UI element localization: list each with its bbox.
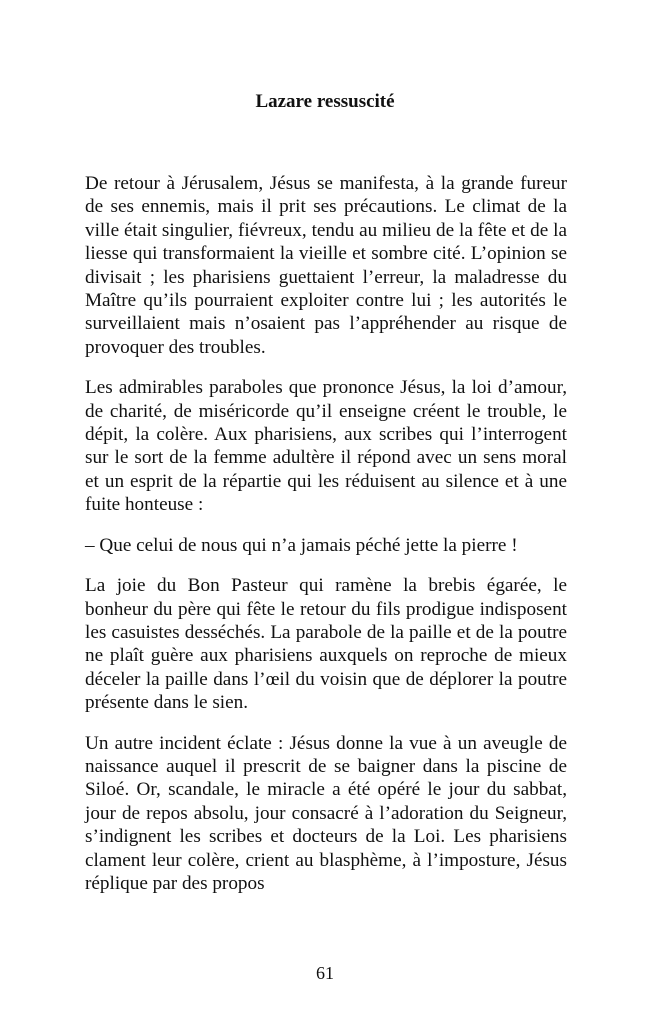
dialogue-line: – Que celui de nous qui n’a jamais péché jette la pierre !: [85, 534, 518, 556]
chapter-title: Lazare ressuscité: [255, 91, 395, 112]
paragraph-4: Un autre incident éclate : Jésus donne la vue à un aveugle de naissance auquel il prescrit de se baigner dans la piscine de Siloé. Or, scandale, le miracle a été opéré le jour du sabbat, jour de repos absolu, jour consacré à l’adoration du Seigneur, s’indignent les scribes et docteurs de la Loi. Les pharisiens clament leur colère, crient au blasphème, à l’imposture, Jésus réplique par des propos: [85, 732, 567, 894]
body-text: [85, 172, 567, 912]
paragraph-2: Les admirables paraboles que prononce Jésus, la loi d’amour, de charité, de miséricorde qu’il enseigne créent le trouble, le dépit, la colère. Aux pharisiens, aux scribes qui l’interrogent sur le sort de la femme adultère il répond avec un sens moral et un esprit de la répartie qui les réduisent au silence et à une fuite honteuse :: [85, 377, 567, 516]
paragraph-3: La joie du Bon Pasteur qui ramène la brebis égarée, le bonheur du père qui fête le retour du fils prodigue indisposent les casuistes desséchés. La parabole de la paille et de la poutre ne plaît guère aux pharisiens auxquels on reproche de mieux déceler la paille dans l’œil du voisin que de déplorer la poutre présente dans le sien.: [85, 575, 567, 714]
page-number: 61: [316, 963, 334, 983]
paragraph-1: De retour à Jérusalem, Jésus se manifesta, à la grande fureur de ses ennemis, mais il prit ses précautions. Le climat de la ville était singulier, fiévreux, tendu au milieu de la fête et de la liesse qui transformaient la vieille et sombre cité. L’opinion se divisait ; les pharisiens guettaient l’erreur, la maladresse du Maître qu’ils pourraient exploiter contre lui ; les autorités le surveillaient mais n’osaient pas l’appréhender au risque de provoquer des troubles.: [85, 173, 567, 358]
